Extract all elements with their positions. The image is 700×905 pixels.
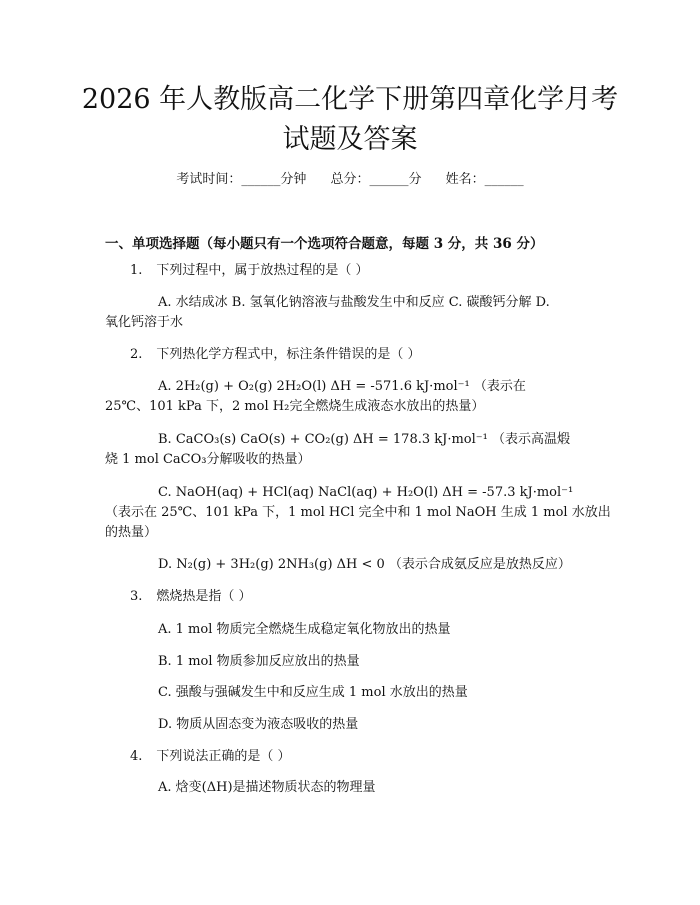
section-heading: 一、单项选择题（每小题只有一个选项符合题意，每题 3 分，共 36 分） [105,236,544,252]
exam-score: 总分：______分 [330,172,422,187]
question-number: 3. [130,589,143,604]
question-3-option-c: C. 强酸与强碱发生中和反应生成 1 mol 水放出的热量 [158,685,468,700]
question-2-option-c-line3: 的热量） [105,525,158,540]
question-text: 下列热化学方程式中，标注条件错误的是（ ） [156,347,421,362]
exam-meta [0,168,700,187]
exam-time: 考试时间：______分钟 [176,172,307,187]
question-number: 2. [130,347,143,362]
document-title-line2: 试题及答案 [282,124,418,155]
question-3-option-b: B. 1 mol 物质参加反应放出的热量 [158,654,360,669]
question-text: 下列过程中，属于放热过程的是（ ） [156,263,369,278]
question-2-option-c-line1: C. NaOH(aq) + HCl(aq) NaCl(aq) + H₂O(l) ΔH = -57.3 kJ·mol⁻¹ [158,485,574,500]
question-number: 4. [130,749,143,764]
question-4-option-a: A. 焓变(ΔH)是描述物质状态的物理量 [158,780,376,795]
question-3 [130,588,252,606]
question-2 [130,346,421,364]
document-title-line1: 2026 年人教版高二化学下册第四章化学月考 [81,84,619,115]
question-4 [130,748,291,766]
question-3-option-a: A. 1 mol 物质完全燃烧生成稳定氧化物放出的热量 [158,622,451,637]
question-2-option-b-line2: 烧 1 mol CaCO₃分解吸收的热量） [105,452,311,467]
student-name: 姓名：______ [445,172,524,187]
question-2-option-c-line2: （表示在 25℃、101 kPa 下，1 mol HCl 完全中和 1 mol NaOH 生成 1 mol 水放出 [105,505,611,520]
question-text: 燃烧热是指（ ） [156,589,252,604]
question-1 [130,262,369,280]
question-2-option-a-line2: 25℃、101 kPa 下，2 mol H₂完全燃烧生成液态水放出的热量） [105,399,485,414]
question-2-option-d: D. N₂(g) + 3H₂(g) 2NH₃(g) ΔH < 0 （表示合成氨反应是放热反应） [158,557,571,572]
question-3-option-d: D. 物质从固态变为液态吸收的热量 [158,717,359,732]
question-number: 1. [130,263,143,278]
question-2-option-a-line1: A. 2H₂(g) + O₂(g) 2H₂O(l) ΔH = -571.6 kJ·mol⁻¹ （表示在 [158,379,526,394]
question-text: 下列说法正确的是（ ） [156,749,291,764]
question-1-options-line1: A. 水结成冰 B. 氢氧化钠溶液与盐酸发生中和反应 C. 碳酸钙分解 D. [158,295,550,310]
question-2-option-b-line1: B. CaCO₃(s) CaO(s) + CO₂(g) ΔH = 178.3 kJ·mol⁻¹ （表示高温煅 [158,432,570,447]
question-1-options-line2: 氧化钙溶于水 [105,315,184,330]
